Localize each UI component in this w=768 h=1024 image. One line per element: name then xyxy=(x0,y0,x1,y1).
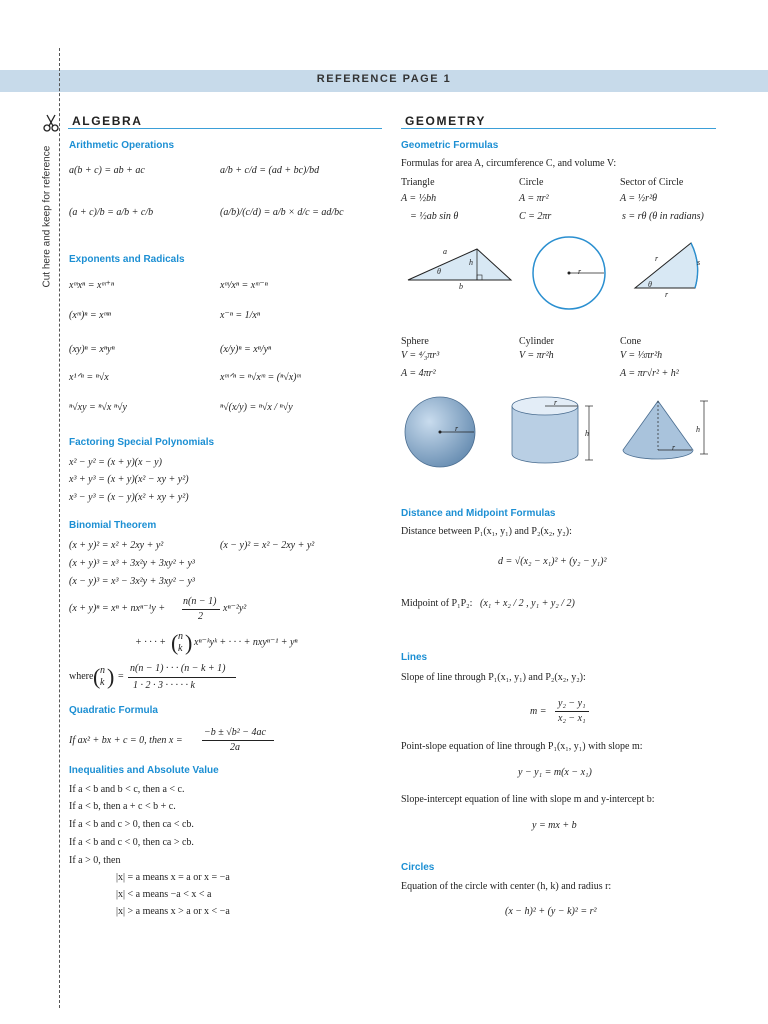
formula-exp-4: x⁻ⁿ = 1/xⁿ xyxy=(220,310,260,321)
sector-label-r: r xyxy=(655,254,659,263)
formula-exp-1: xᵐxⁿ = xᵐ⁺ⁿ xyxy=(69,280,114,291)
algebra-rule xyxy=(68,128,382,129)
cut-instruction-text: Cut here and keep for reference xyxy=(41,145,53,288)
formula-exp-6: (x/y)ⁿ = xⁿ/yⁿ xyxy=(220,344,272,355)
binom-k-bottom-2: k xyxy=(100,677,105,688)
paren-left: ( xyxy=(171,630,179,655)
formula-quadratic-num: −b ± √b² − 4ac xyxy=(204,727,266,738)
formula-binom-1: (x + y)² = x² + 2xy + y² xyxy=(69,540,164,551)
arithmetic-heading: Arithmetic Operations xyxy=(69,140,175,151)
triangle-formula-2: = ½ab sin θ xyxy=(410,211,459,222)
cylinder-label-h: h xyxy=(585,429,589,438)
distance-formula: d = √(x₂ − x₁)² + (y₂ − y₁)² xyxy=(498,556,607,567)
formula-exp-5: (xy)ⁿ = xⁿyⁿ xyxy=(69,344,115,355)
formula-factor-2: x³ + y³ = (x + y)(x² − xy + y²) xyxy=(69,474,189,485)
formula-exp-10: ⁿ√(x/y) = ⁿ√x / ⁿ√y xyxy=(220,402,293,413)
paren-right-2: ) xyxy=(107,664,115,689)
cylinder-label: Cylinder xyxy=(519,336,554,347)
ineq-line-5: If a > 0, then xyxy=(69,855,121,866)
fraction-bar xyxy=(182,609,220,610)
cone-formula-2: A = πr√r² + h² xyxy=(620,368,679,379)
geometry-title: GEOMETRY xyxy=(405,114,487,128)
equals-sign: = xyxy=(118,671,124,682)
formula-exp-9: ⁿ√xy = ⁿ√x ⁿ√y xyxy=(69,402,127,413)
cone-label: Cone xyxy=(620,336,642,347)
formula-fraction-divide: (a/b)/(c/d) = a/b × d/c = ad/bc xyxy=(220,207,344,218)
triangle-label-theta: θ xyxy=(437,267,441,276)
circle-equation-formula: (x − h)² + (y − k)² = r² xyxy=(505,906,597,917)
slope-numerator: y₂ − y₁ xyxy=(558,698,586,709)
geometry-rule xyxy=(401,128,716,129)
formula-binom-5-den: 2 xyxy=(198,611,203,622)
ineq-line-3: If a < b and c > 0, then ca < cb. xyxy=(69,819,194,830)
sector-label-s: s xyxy=(697,258,701,267)
point-slope-intro: Point-slope equation of line through P₁(x₁, y₁) with slope m: xyxy=(401,741,643,752)
paren-right: ) xyxy=(185,630,193,655)
sphere-label: Sphere xyxy=(401,336,429,347)
circle-figure xyxy=(532,236,606,310)
formula-exp-8: xᵐᐟⁿ = ⁿ√xᵐ = (ⁿ√x)ᵐ xyxy=(220,372,301,383)
triangle-label-b: b xyxy=(459,282,463,291)
sphere-figure xyxy=(404,396,476,468)
formula-binom-5a: (x + y)ⁿ = xⁿ + nxⁿ⁻¹y + xyxy=(69,603,166,614)
sphere-label-r: r xyxy=(455,424,459,433)
sphere-formula-2: A = 4πr² xyxy=(401,368,436,379)
slope-lhs: m = xyxy=(530,706,547,717)
midpoint-intro: Midpoint of P₁P₂: xyxy=(401,598,473,609)
circle-label: Circle xyxy=(519,177,544,188)
slope-intro: Slope of line through P₁(x₁, y₁) and P₂(x₂, y₂): xyxy=(401,672,586,683)
cut-line xyxy=(59,48,60,1008)
ineq-line-1: If a < b and b < c, then a < c. xyxy=(69,784,185,795)
cone-formula-1: V = ⅓πr²h xyxy=(620,350,663,361)
sector-formula-1: A = ½r²θ xyxy=(620,193,657,204)
binomial-heading: Binomial Theorem xyxy=(69,520,157,531)
abs-rule-3: |x| > a means x > a or x < −a xyxy=(116,906,230,917)
page-title: REFERENCE PAGE 1 xyxy=(316,73,452,85)
formula-binom-7-den: 1 · 2 · 3 · · · · · k xyxy=(133,680,195,691)
lines-heading: Lines xyxy=(401,652,428,663)
formula-distributive: a(b + c) = ab + ac xyxy=(69,165,145,176)
formula-binom-4: (x − y)³ = x³ − 3x²y + 3xy² − y³ xyxy=(69,576,195,587)
binom-k-bottom: k xyxy=(178,643,183,654)
distance-intro: Distance between P₁(x₁, y₁) and P₂(x₂, y₂): xyxy=(401,526,572,537)
sphere-formula-1: V = ⁴⁄₃πr³ xyxy=(401,350,440,361)
geometric-formulas-heading: Geometric Formulas xyxy=(401,140,499,151)
triangle-label-h: h xyxy=(469,258,473,267)
cut-instruction xyxy=(37,145,53,290)
point-slope-formula: y − y₁ = m(x − x₁) xyxy=(518,767,592,778)
circle-label-r: r xyxy=(578,267,582,276)
formula-fraction-split: (a + c)/b = a/b + c/b xyxy=(69,207,154,218)
slope-denominator: x₂ − x₁ xyxy=(558,713,586,724)
sector-label: Sector of Circle xyxy=(620,177,684,188)
circle-formula-1: A = πr² xyxy=(519,193,549,204)
formula-quadratic-lhs: If ax² + bx + c = 0, then x = xyxy=(69,735,183,746)
circles-heading: Circles xyxy=(401,862,435,873)
exponents-heading: Exponents and Radicals xyxy=(69,254,185,265)
circle-formula-2: C = 2πr xyxy=(519,211,552,222)
abs-rule-2: |x| < a means −a < x < a xyxy=(116,889,212,900)
fraction-bar xyxy=(555,711,589,712)
formula-binom-2: (x − y)² = x² − 2xy + y² xyxy=(220,540,315,551)
fraction-bar xyxy=(202,740,274,741)
sector-label-theta: θ xyxy=(648,280,652,289)
formula-quadratic-den: 2a xyxy=(230,742,240,753)
formula-binom-6a: + · · · + xyxy=(135,637,166,648)
triangle-label: Triangle xyxy=(401,177,435,188)
cone-label-r: r xyxy=(672,443,676,452)
ineq-line-2: If a < b, then a + c < b + c. xyxy=(69,801,176,812)
sector-formula-2: s = rθ (θ in radians) xyxy=(622,211,704,222)
geometry-intro: Formulas for area A, circumference C, and volume V: xyxy=(401,158,617,169)
factoring-heading: Factoring Special Polynomials xyxy=(69,437,215,448)
slope-intercept-formula: y = mx + b xyxy=(532,820,577,831)
paren-left-2: ( xyxy=(93,664,101,689)
inequalities-heading: Inequalities and Absolute Value xyxy=(69,765,219,776)
binom-n-top: n xyxy=(178,631,183,642)
formula-exp-7: x¹ᐟⁿ = ⁿ√x xyxy=(69,372,109,383)
cylinder-label-r: r xyxy=(554,398,558,407)
algebra-title: ALGEBRA xyxy=(72,114,143,128)
formula-factor-1: x² − y² = (x + y)(x − y) xyxy=(69,457,162,468)
circle-equation-intro: Equation of the circle with center (h, k) and radius r: xyxy=(401,881,612,892)
scissors-icon xyxy=(43,114,59,132)
formula-factor-3: x³ − y³ = (x − y)(x² + xy + y²) xyxy=(69,492,189,503)
distance-heading: Distance and Midpoint Formulas xyxy=(401,508,556,519)
midpoint-formula: (x₁ + x₂ / 2 , y₁ + y₂ / 2) xyxy=(480,598,575,609)
formula-binom-6b: xⁿ⁻ᵏyᵏ + · · · + nxyⁿ⁻¹ + yⁿ xyxy=(194,637,298,648)
cylinder-formula-1: V = πr²h xyxy=(519,350,554,361)
slope-intercept-intro: Slope-intercept equation of line with slope m and y-intercept b: xyxy=(401,794,655,805)
formula-exp-3: (xᵐ)ⁿ = xᵐⁿ xyxy=(69,310,111,321)
formula-exp-2: xᵐ/xⁿ = xᵐ⁻ⁿ xyxy=(220,280,268,291)
formula-binom-7-num: n(n − 1) · · · (n − k + 1) xyxy=(130,663,226,674)
formula-binom-5b: xⁿ⁻²y² xyxy=(223,603,247,614)
sector-label-r2: r xyxy=(665,290,669,299)
quadratic-heading: Quadratic Formula xyxy=(69,705,158,716)
formula-binom-3: (x + y)³ = x³ + 3x²y + 3xy² + y³ xyxy=(69,558,195,569)
fraction-bar xyxy=(128,677,236,678)
abs-rule-1: |x| = a means x = a or x = −a xyxy=(116,872,230,883)
formula-binom-5-num: n(n − 1) xyxy=(183,596,217,607)
triangle-formula-1: A = ½bh xyxy=(401,193,437,204)
triangle-label-a: a xyxy=(443,247,447,256)
binom-n-top-2: n xyxy=(100,665,105,676)
formula-fraction-sum: a/b + c/d = (ad + bc)/bd xyxy=(220,165,320,176)
ineq-line-4: If a < b and c < 0, then ca > cb. xyxy=(69,837,194,848)
cone-label-h: h xyxy=(696,425,700,434)
where-label: where xyxy=(69,671,94,682)
